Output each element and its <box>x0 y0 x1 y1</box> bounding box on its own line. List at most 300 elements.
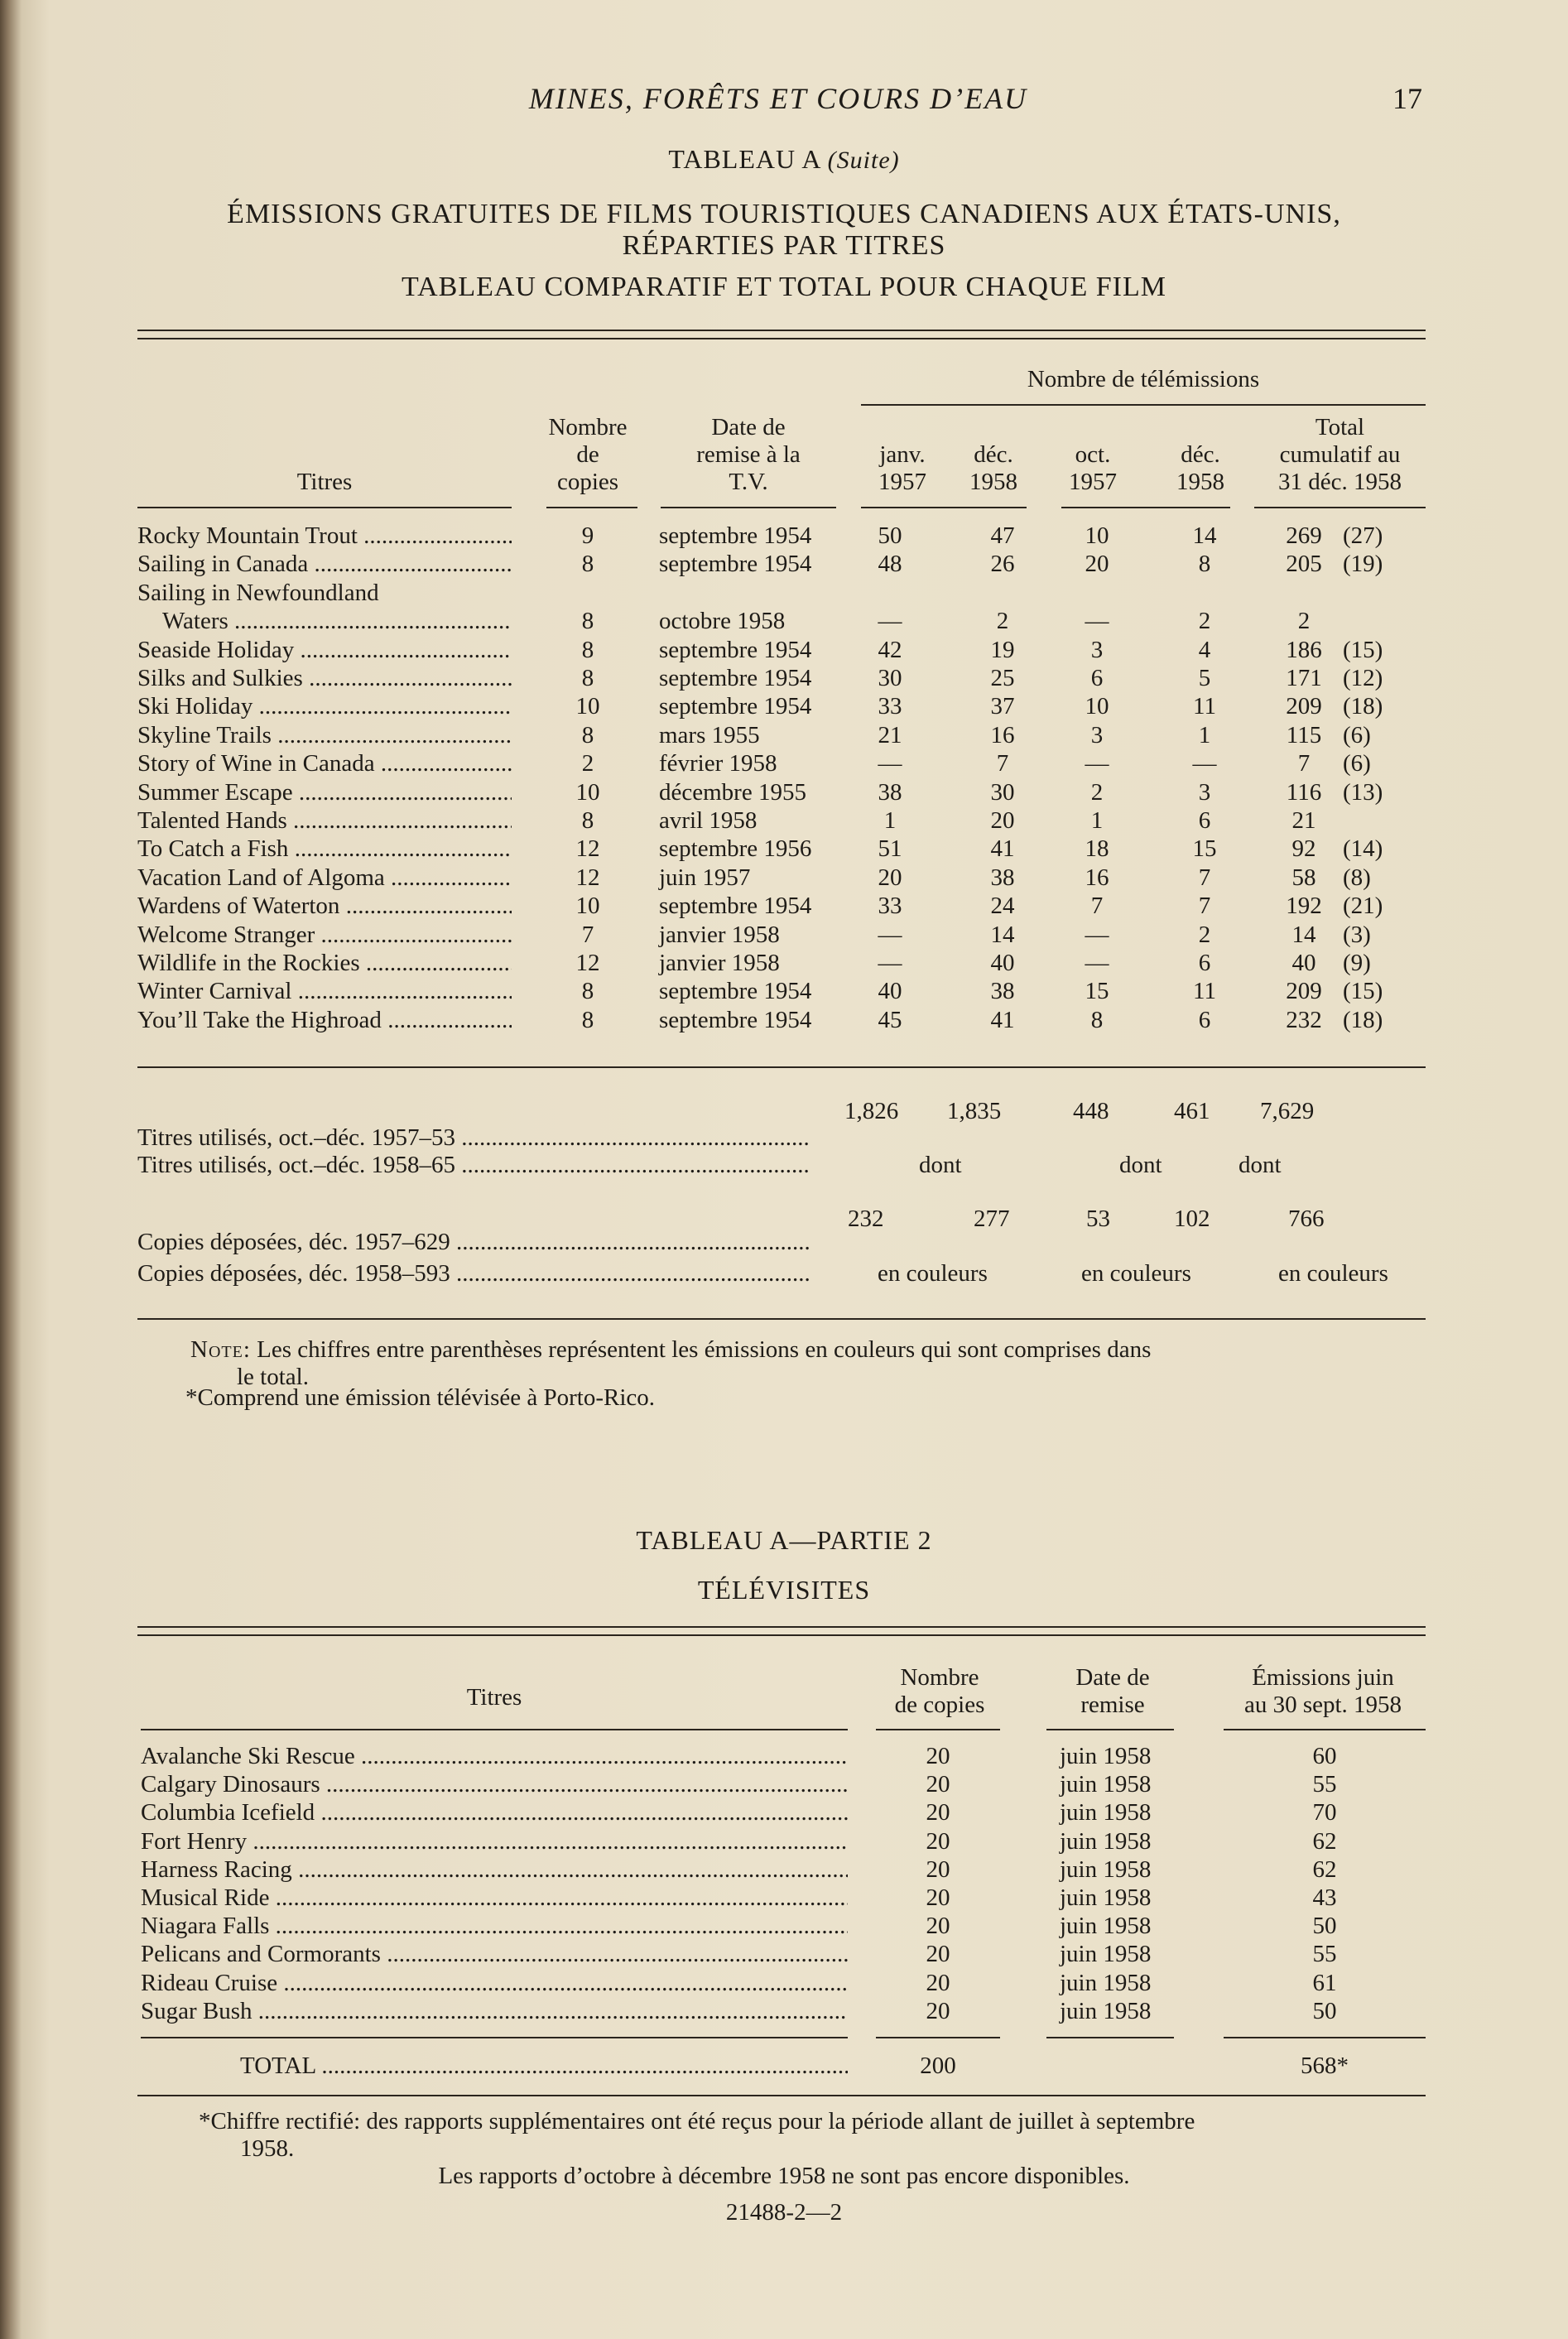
header-copies-l3: copies <box>556 469 619 495</box>
row-date: septembre 1956 <box>659 835 812 863</box>
header-dec2-l1: déc. <box>1181 441 1220 468</box>
row-title: Sugar Bush ..... <box>141 1997 848 2025</box>
row-color: (14) <box>1343 835 1383 863</box>
row-date: octobre 1958 <box>659 608 786 635</box>
row-c1: — <box>878 950 902 976</box>
table-row <box>0 1884 1568 1912</box>
row-emissions: 43 <box>1312 1884 1337 1911</box>
row-c3: 3 <box>1090 721 1104 748</box>
table-row <box>0 921 1568 949</box>
row-c1: — <box>878 750 902 777</box>
a2-header-em-l1: Émissions juin <box>1252 1664 1394 1691</box>
sum-total: 7,629 <box>1260 1098 1315 1124</box>
row-c2: 16 <box>990 721 1015 748</box>
row-c1: 45 <box>878 1006 902 1033</box>
a2-total-rule-emissions <box>1224 2037 1426 2038</box>
row-copies: 20 <box>926 1771 950 1798</box>
row-c3: 1 <box>1090 807 1104 834</box>
header-date-l2: remise à la <box>696 441 801 468</box>
row-title: Columbia Icefield ..... <box>141 1798 848 1826</box>
row-date: septembre 1954 <box>659 978 812 1005</box>
header-copies-l1: Nombre <box>548 414 628 440</box>
row-c3: 7 <box>1090 893 1104 920</box>
row-date: janvier 1958 <box>659 921 780 948</box>
table-row <box>0 664 1568 692</box>
row-total: 116 <box>1286 778 1322 806</box>
row-title: Fort Henry ..... <box>141 1827 848 1855</box>
row-total: 269 <box>1286 522 1322 549</box>
row-copies: 8 <box>581 978 594 1005</box>
page-number: 17 <box>1392 82 1422 115</box>
row-title: Silks and Sulkies ..... <box>137 664 512 692</box>
row-color: (21) <box>1343 893 1383 920</box>
row-color: (18) <box>1343 1006 1383 1033</box>
copies-1957: Copies déposées, déc. 1957–629 ..... <box>137 1229 810 1256</box>
row-c1: 30 <box>878 665 902 691</box>
titres-1958: Titres utilisés, oct.–déc. 1958–65 ..... <box>137 1152 810 1179</box>
row-c2: 2 <box>996 608 1009 635</box>
row-c2: 30 <box>990 778 1015 806</box>
row-copies: 20 <box>926 1799 950 1826</box>
row-date: juin 1958 <box>1060 1884 1152 1911</box>
rule-total <box>1254 507 1426 508</box>
a2-header-date-l1: Date de <box>1075 1664 1150 1691</box>
row-color: (6) <box>1343 750 1371 777</box>
table-a-title-text: TABLEAU A <box>668 144 820 174</box>
row-title: Niagara Falls ..... <box>141 1912 848 1940</box>
sum-c4: 461 <box>1174 1098 1210 1124</box>
a2-rule-copies <box>876 1729 1000 1730</box>
row-date: juin 1958 <box>1060 1855 1152 1883</box>
a2-footnote-l2: 1958. <box>240 2135 295 2162</box>
a2-total-rule-titres <box>141 2037 848 2038</box>
row-c3: 16 <box>1085 864 1109 891</box>
row-total: 40 <box>1291 950 1316 976</box>
table-row <box>0 1969 1568 1997</box>
row-c2: 24 <box>990 893 1015 920</box>
en-couleurs-1: en couleurs <box>878 1260 988 1287</box>
header-janv-l2: 1957 <box>878 469 926 495</box>
row-c4: 4 <box>1198 636 1211 663</box>
row-copies: 10 <box>575 778 600 806</box>
row-color: (9) <box>1343 950 1371 976</box>
row-total: 58 <box>1291 864 1316 891</box>
row-c2: 37 <box>990 693 1015 720</box>
header-group-rule <box>861 404 1426 406</box>
table-a-footnote: *Comprend une émission télévisée à Porto-Rico. <box>185 1384 656 1411</box>
row-emissions: 50 <box>1312 1997 1337 2024</box>
row-c2: 14 <box>990 921 1015 948</box>
table-row <box>0 977 1568 1005</box>
table-row <box>0 1006 1568 1034</box>
row-total: 14 <box>1291 921 1316 948</box>
row-date: septembre 1954 <box>659 693 812 720</box>
row-emissions: 55 <box>1312 1941 1337 1968</box>
row-emissions: 62 <box>1312 1827 1337 1855</box>
a2-footnote-l1: *Chiffre rectifié: des rapports supplémentaires ont été reçus pour la période allant de juillet à septembre <box>199 2108 1195 2134</box>
a2-header-copies-l1: Nombre <box>900 1664 979 1691</box>
row-c4: 2 <box>1198 921 1211 948</box>
rule-titres <box>137 507 512 508</box>
row-c1: 50 <box>878 522 902 549</box>
row-title: Skyline Trails ..... <box>137 721 512 749</box>
row-emissions: 62 <box>1312 1855 1337 1883</box>
sum-c2: 1,835 <box>947 1098 1002 1124</box>
row-c1: — <box>878 921 902 948</box>
row-color: (6) <box>1343 721 1371 748</box>
a2-rule-titres <box>141 1729 848 1730</box>
a2-header-emissions <box>1220 1664 1426 1719</box>
row-c2: 38 <box>990 978 1015 1005</box>
table-row <box>0 835 1568 863</box>
row-total: 7 <box>1297 750 1311 777</box>
header-date-l1: Date de <box>711 414 786 440</box>
rule-date <box>661 507 836 508</box>
header-titres: Titres <box>296 469 353 495</box>
row-title: Calgary Dinosaurs ..... <box>141 1770 848 1798</box>
table-row <box>0 1912 1568 1940</box>
row-date: juin 1958 <box>1060 1997 1152 2024</box>
row-date: septembre 1954 <box>659 665 812 691</box>
row-title: Talented Hands ..... <box>137 806 512 835</box>
header-total-l1: Total <box>1315 414 1365 440</box>
a2-header-em-l2: au 30 sept. 1958 <box>1243 1692 1402 1718</box>
header-dec58-l2: 1958 <box>969 469 1017 495</box>
table-a2-bottom-rule <box>137 2095 1426 2096</box>
row-total: 21 <box>1291 807 1316 834</box>
row-c4: 6 <box>1198 950 1211 976</box>
row-c4: 14 <box>1192 522 1217 549</box>
table-a-note-l1 <box>190 1336 1432 1364</box>
row-date: décembre 1955 <box>659 778 806 806</box>
rule-c34 <box>1061 507 1230 508</box>
row-c1: — <box>878 608 902 635</box>
table-row <box>0 579 1568 607</box>
row-copies: 20 <box>926 1884 950 1911</box>
a2-header-copies <box>871 1664 1008 1719</box>
row-c3: 15 <box>1085 978 1109 1005</box>
table-row <box>0 636 1568 664</box>
row-total: 2 <box>1297 608 1311 635</box>
row-color: (15) <box>1343 636 1383 663</box>
row-c2: 25 <box>990 665 1015 691</box>
header-dec2 <box>1159 441 1242 496</box>
row-emissions: 60 <box>1312 1743 1337 1769</box>
row-date: septembre 1954 <box>659 522 812 549</box>
row-total: 92 <box>1291 835 1316 863</box>
row-title: Rideau Cruise ..... <box>141 1969 848 1997</box>
header-dec58 <box>952 441 1035 496</box>
row-copies: 8 <box>581 636 594 663</box>
table-row <box>0 806 1568 835</box>
row-date: février 1958 <box>659 750 777 777</box>
row-title: Seaside Holiday ..... <box>137 636 512 664</box>
table-row <box>0 1742 1568 1770</box>
a2-total-label: TOTAL ..... <box>240 2052 848 2080</box>
row-title: Sailing in Newfoundland <box>137 579 379 606</box>
row-c3: 2 <box>1090 778 1104 806</box>
dont-2: dont <box>1119 1152 1162 1178</box>
row-copies: 12 <box>575 864 600 891</box>
header-copies <box>538 414 637 496</box>
en-couleurs-2: en couleurs <box>1081 1260 1191 1287</box>
row-title: Rocky Mountain Trout ..... <box>137 522 512 550</box>
row-color: (27) <box>1343 522 1383 549</box>
row-c1: 1 <box>883 807 897 834</box>
row-copies: 8 <box>581 665 594 691</box>
running-header: MINES, FORÊTS ET COURS D’EAU <box>528 82 1028 115</box>
a2-total-rule-copies <box>876 2037 1000 2038</box>
row-total: 192 <box>1286 893 1322 920</box>
row-c1: 20 <box>878 864 902 891</box>
a2-total-copies: 200 <box>920 2053 956 2079</box>
table-row <box>0 1798 1568 1826</box>
color-c4: 102 <box>1174 1206 1210 1232</box>
row-c4: 7 <box>1198 893 1211 920</box>
row-copies: 10 <box>575 893 600 920</box>
row-c4: 11 <box>1193 978 1216 1005</box>
row-c3: — <box>1085 750 1109 777</box>
row-copies: 8 <box>581 807 594 834</box>
row-c2: 40 <box>990 950 1015 976</box>
row-title: To Catch a Fish ..... <box>137 835 512 863</box>
table-a-title <box>0 144 1568 175</box>
row-copies: 20 <box>926 1941 950 1968</box>
row-c1: 21 <box>878 721 902 748</box>
row-date: septembre 1954 <box>659 551 812 578</box>
header-date <box>657 414 839 496</box>
table-a-subtitle-line2: RÉPARTIES PAR TITRES <box>622 230 946 261</box>
row-title: Harness Racing ..... <box>141 1855 848 1884</box>
row-copies: 20 <box>926 1913 950 1940</box>
row-color: (8) <box>1343 864 1371 891</box>
row-title: Winter Carnival ..... <box>137 977 512 1005</box>
table-row <box>0 1827 1568 1855</box>
table-a-body-rule <box>137 1066 1426 1068</box>
table-row <box>0 550 1568 578</box>
row-c4: 2 <box>1198 608 1211 635</box>
row-date: mars 1955 <box>659 721 760 748</box>
header-oct-l1: oct. <box>1075 441 1111 468</box>
row-date: juin 1958 <box>1060 1827 1152 1855</box>
page-code: 21488-2—2 <box>725 2199 843 2226</box>
row-copies: 20 <box>926 1969 950 1996</box>
row-color: (15) <box>1343 978 1383 1005</box>
row-c1: 51 <box>878 835 902 863</box>
row-date: juin 1958 <box>1060 1969 1152 1996</box>
table-a-bottom-rule <box>137 1318 1426 1320</box>
header-total-l3: 31 déc. 1958 <box>1278 469 1402 495</box>
color-total: 766 <box>1288 1206 1325 1232</box>
a2-total-emissions: 568* <box>1301 2053 1349 2079</box>
row-c4: — <box>1192 750 1217 777</box>
row-date: juin 1958 <box>1060 1799 1152 1826</box>
row-c1: 33 <box>878 893 902 920</box>
table-row <box>0 892 1568 920</box>
row-color: (19) <box>1343 551 1383 578</box>
row-copies: 8 <box>581 551 594 578</box>
row-title: Summer Escape ..... <box>137 778 512 806</box>
en-couleurs-3: en couleurs <box>1278 1260 1388 1287</box>
row-emissions: 70 <box>1312 1799 1337 1826</box>
table-row <box>0 864 1568 892</box>
table-row <box>0 522 1568 550</box>
row-date: avril 1958 <box>659 807 758 834</box>
sum-c1: 1,826 <box>844 1098 899 1124</box>
a2-footnote2: Les rapports d’octobre à décembre 1958 ne sont pas encore disponibles. <box>438 2163 1130 2189</box>
row-color: (3) <box>1343 921 1371 948</box>
row-c3: 18 <box>1085 835 1109 863</box>
row-title: You’ll Take the Highroad ..... <box>137 1006 512 1034</box>
row-date: septembre 1954 <box>659 893 812 920</box>
row-c1: 38 <box>878 778 902 806</box>
table-a-note <box>190 1336 1432 1391</box>
row-color: (13) <box>1343 778 1383 806</box>
a2-header-copies-l2: de copies <box>894 1692 985 1718</box>
a2-header-date <box>1046 1664 1179 1719</box>
row-title: Welcome Stranger ..... <box>137 921 512 949</box>
row-total: 115 <box>1286 721 1322 748</box>
titres-1957: Titres utilisés, oct.–déc. 1957–53 ..... <box>137 1124 810 1152</box>
table-row <box>0 1855 1568 1884</box>
sum-c3: 448 <box>1073 1098 1109 1124</box>
row-c4: 3 <box>1198 778 1211 806</box>
table-a-subtitle2: TABLEAU COMPARATIF ET TOTAL POUR CHAQUE FILM <box>402 272 1166 302</box>
color-c1: 232 <box>848 1206 884 1232</box>
row-total: 209 <box>1286 693 1322 720</box>
row-date: septembre 1954 <box>659 1006 812 1033</box>
header-janv <box>861 441 944 496</box>
table-a2-title: TABLEAU A—PARTIE 2 <box>636 1525 932 1555</box>
color-c3: 53 <box>1086 1206 1110 1232</box>
a2-header-date-l2: remise <box>1080 1692 1145 1718</box>
color-c2: 277 <box>974 1206 1010 1232</box>
header-total-l2: cumulatif au <box>1279 441 1401 468</box>
copies-1958: Copies déposées, déc. 1958–593 ..... <box>137 1260 810 1287</box>
note-label: Note: <box>190 1336 251 1363</box>
row-c2: 19 <box>990 636 1015 663</box>
header-janv-l1: janv. <box>879 441 926 468</box>
table-a-subtitle <box>0 199 1568 262</box>
row-c3: — <box>1085 608 1109 635</box>
row-date: juin 1958 <box>1060 1743 1152 1769</box>
row-c1: 33 <box>878 693 902 720</box>
table-a-title-suffix: (Suite) <box>827 147 900 174</box>
row-emissions: 61 <box>1312 1969 1337 1996</box>
row-c1: 42 <box>878 636 902 663</box>
row-date: juin 1958 <box>1060 1771 1152 1798</box>
a2-total-rule-date <box>1046 2037 1174 2038</box>
table-row <box>0 1997 1568 2025</box>
header-oct <box>1051 441 1134 496</box>
table-a2-subtitle: TÉLÉVISITES <box>697 1575 871 1605</box>
row-copies: 2 <box>581 750 594 777</box>
row-c3: — <box>1085 950 1109 976</box>
row-copies: 20 <box>926 1997 950 2024</box>
note-text-l2: le total. <box>237 1364 309 1390</box>
row-c4: 15 <box>1192 835 1217 863</box>
row-copies: 20 <box>926 1743 950 1769</box>
row-total: 186 <box>1286 636 1322 663</box>
header-dec2-l2: 1958 <box>1176 469 1224 495</box>
row-copies: 9 <box>581 522 594 549</box>
row-c4: 8 <box>1198 551 1211 578</box>
row-title: Ski Holiday ..... <box>137 692 512 720</box>
row-title: Musical Ride ..... <box>141 1884 848 1912</box>
row-c1: 48 <box>878 551 902 578</box>
a2-footnote <box>199 2108 1432 2163</box>
row-title: Story of Wine in Canada ..... <box>137 749 512 777</box>
row-date: juin 1958 <box>1060 1941 1152 1968</box>
table-a2-top-rule <box>137 1626 1426 1636</box>
row-c2: 26 <box>990 551 1015 578</box>
row-copies: 10 <box>575 693 600 720</box>
row-title: Sailing in Canada ..... <box>137 550 512 578</box>
row-c3: 3 <box>1090 636 1104 663</box>
row-c3: — <box>1085 921 1109 948</box>
a2-header-titres: Titres <box>466 1684 522 1711</box>
row-title: Wardens of Waterton ..... <box>137 892 512 920</box>
header-total <box>1254 414 1426 496</box>
row-copies: 20 <box>926 1827 950 1855</box>
table-row <box>0 949 1568 977</box>
row-c2: 7 <box>996 750 1009 777</box>
table-a-top-rule <box>137 330 1426 339</box>
row-c2: 20 <box>990 807 1015 834</box>
table-row <box>0 721 1568 749</box>
rule-c12 <box>861 507 1027 508</box>
row-copies: 20 <box>926 1855 950 1883</box>
note-text: Les chiffres entre parenthèses représentent les émissions en couleurs qui sont comprises dans <box>250 1336 1152 1363</box>
row-copies: 7 <box>581 921 594 948</box>
dont-1: dont <box>919 1152 962 1178</box>
row-copies: 8 <box>581 721 594 748</box>
row-total: 209 <box>1286 978 1322 1005</box>
header-copies-l2: de <box>576 441 599 468</box>
row-c4: 11 <box>1193 693 1216 720</box>
row-c1: 40 <box>878 978 902 1005</box>
row-c3: 10 <box>1085 522 1109 549</box>
row-c2: 38 <box>990 864 1015 891</box>
row-date: juin 1957 <box>659 864 751 891</box>
row-c4: 6 <box>1198 1006 1211 1033</box>
row-emissions: 55 <box>1312 1771 1337 1798</box>
row-total: 205 <box>1286 551 1322 578</box>
row-emissions: 50 <box>1312 1913 1337 1940</box>
row-color: (18) <box>1343 693 1383 720</box>
header-dec58-l1: déc. <box>974 441 1013 468</box>
a2-total-row <box>0 2052 1568 2080</box>
row-c4: 1 <box>1198 721 1211 748</box>
a2-rule-date <box>1046 1729 1174 1730</box>
row-c3: 6 <box>1090 665 1104 691</box>
row-date: juin 1958 <box>1060 1913 1152 1940</box>
header-oct-l2: 1957 <box>1069 469 1117 495</box>
header-date-l3: T.V. <box>729 469 768 495</box>
rule-copies <box>546 507 637 508</box>
row-c3: 8 <box>1090 1006 1104 1033</box>
row-copies: 12 <box>575 950 600 976</box>
row-title: Wildlife in the Rockies ..... <box>137 949 512 977</box>
row-title: Avalanche Ski Rescue ..... <box>141 1742 848 1770</box>
table-row <box>0 778 1568 806</box>
row-title: Pelicans and Cormorants ..... <box>141 1940 848 1968</box>
row-date: janvier 1958 <box>659 950 780 976</box>
table-row <box>0 1940 1568 1968</box>
row-c2: 41 <box>990 835 1015 863</box>
row-c4: 7 <box>1198 864 1211 891</box>
row-total: 171 <box>1286 665 1322 691</box>
